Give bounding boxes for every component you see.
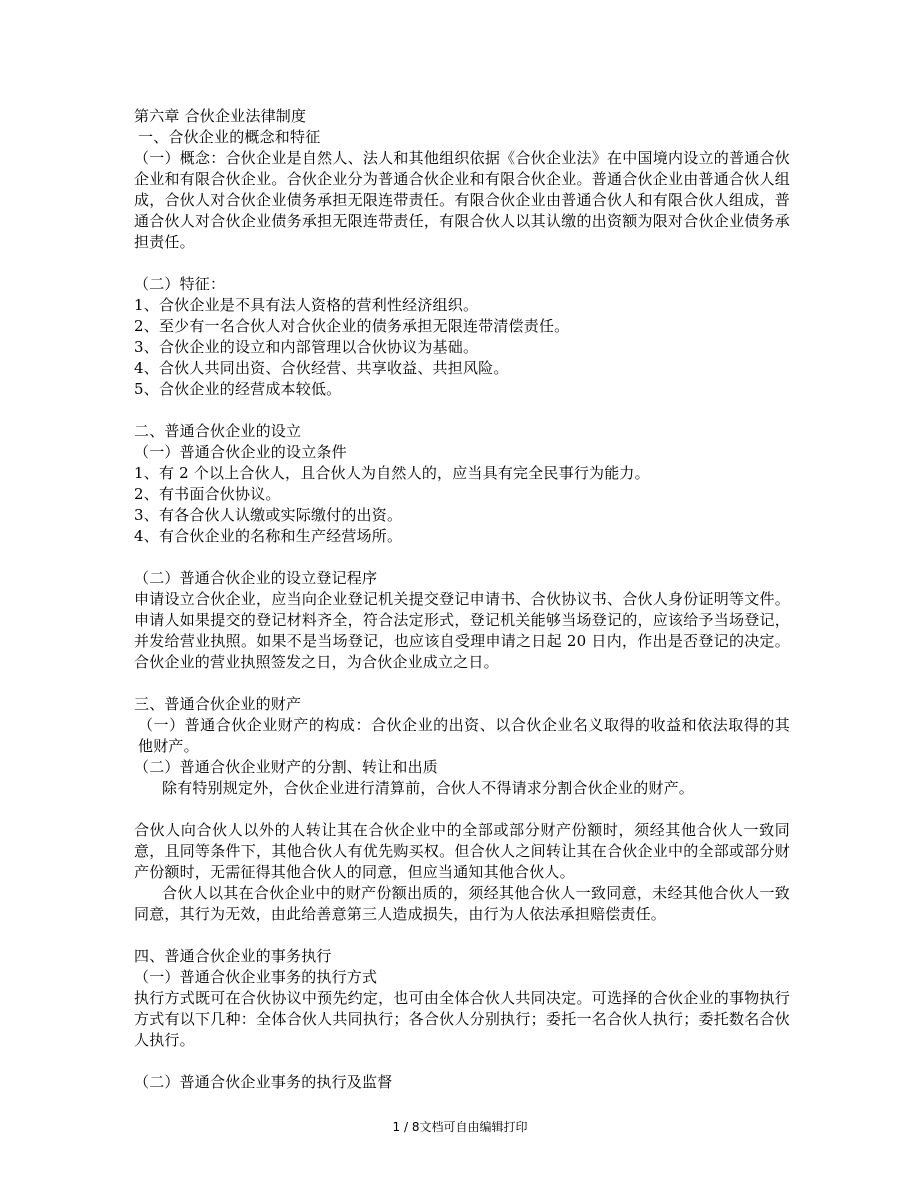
spacer xyxy=(134,547,790,568)
section-3-composition: （一）普通合伙企业财产的构成：合伙企业的出资、以合伙企业名义取得的收益和依法取得的其他财产。 xyxy=(138,716,790,755)
list-item: 4、合伙人共同出资、合伙经营、共享收益、共担风险。 xyxy=(134,359,509,377)
document-page xyxy=(134,106,790,1093)
chapter-title: 第六章 合伙企业法律制度 xyxy=(134,107,307,125)
spacer xyxy=(134,1051,790,1072)
section-3-division-heading: （二）普通合伙企业财产的分割、转让和出质 xyxy=(134,758,439,776)
section-1-heading: 一、合伙企业的概念和特征 xyxy=(138,128,321,146)
list-item: 4、有合伙企业的名称和生产经营场所。 xyxy=(134,527,403,545)
list-item: 1、有 2 个以上合伙人，且合伙人为自然人的，应当具有完全民事行为能力。 xyxy=(134,464,650,482)
section-4-method-text: 执行方式既可在合伙协议中预先约定，也可由全体合伙人共同决定。可选择的合伙企业的事物执行方式有以下几种：全体合伙人共同执行；各合伙人分别执行；委托一名合伙人执行；委托数名合伙人执行。 xyxy=(134,989,790,1049)
section-4-heading: 四、普通合伙企业的事务执行 xyxy=(134,947,332,965)
spacer xyxy=(134,799,790,820)
section-2-conditions-heading: （一）普通合伙企业的设立条件 xyxy=(134,443,347,461)
list-item: 1、合伙企业是不具有法人资格的营利性经济组织。 xyxy=(134,296,479,314)
list-item: 3、有各合伙人认缴或实际缴付的出资。 xyxy=(134,506,403,524)
section-2-registration-text: 申请设立合伙企业，应当向企业登记机关提交登记申请书、合伙协议书、合伙人身份证明等文件。申请人如果提交的登记材料齐全，符合法定形式，登记机关能够当场登记的，应该给予当场登记，并发给营业执照。如果不是当场登记，也应该自受理申请之日起 20 日内，作出是否登记的决定。合伙企业的营业执照签发之日，为合伙企业成立之日。 xyxy=(134,590,790,671)
page-footer: 1 / 8文档可自由编辑打印 xyxy=(392,1120,528,1134)
section-3-division-text: 除有特别规定外，合伙企业进行清算前，合伙人不得请求分割合伙企业的财产。 xyxy=(162,779,695,797)
section-2-registration-heading: （二）普通合伙企业的设立登记程序 xyxy=(134,569,378,587)
list-item: 3、合伙企业的设立和内部管理以合伙协议为基础。 xyxy=(134,338,479,356)
spacer xyxy=(134,400,790,421)
list-item: 2、有书面合伙协议。 xyxy=(134,485,281,503)
section-1-features-heading: （二）特征： xyxy=(134,275,226,293)
section-3-pledge-text: 合伙人以其在合伙企业中的财产份额出质的，须经其他合伙人一致同意，未经其他合伙人一致同意，其行为无效，由此给善意第三人造成损失，由行为人依法承担赔偿责任。 xyxy=(134,884,790,923)
spacer xyxy=(134,673,790,694)
list-item: 5、合伙企业的经营成本较低。 xyxy=(134,380,342,398)
list-item: 2、至少有一名合伙人对合伙企业的债务承担无限连带清偿责任。 xyxy=(134,317,570,335)
section-4-supervision-heading: （二）普通合伙企业事务的执行及监督 xyxy=(134,1073,393,1091)
spacer xyxy=(134,925,790,946)
section-4-method-heading: （一）普通合伙企业事务的执行方式 xyxy=(134,968,378,986)
spacer xyxy=(134,253,790,274)
section-3-heading: 三、普通合伙企业的财产 xyxy=(134,695,302,713)
section-2-heading: 二、普通合伙企业的设立 xyxy=(134,422,302,440)
section-1-concept: （一）概念：合伙企业是自然人、法人和其他组织依据《合伙企业法》在中国境内设立的普通合伙企业和有限合伙企业。合伙企业分为普通合伙企业和有限合伙企业。普通合伙企业由普通合伙人组成，合伙人对合伙企业债务承担无限连带责任。有限合伙企业由普通合伙人和有限合伙人组成，普通合伙人对合伙企业债务承担无限连带责任，有限合伙人以其认缴的出资额为限对合伙企业债务承担责任。 xyxy=(134,149,790,251)
section-3-transfer-text: 合伙人向合伙人以外的人转让其在合伙企业中的全部或部分财产份额时，须经其他合伙人一致同意，且同等条件下，其他合伙人有优先购买权。但合伙人之间转让其在合伙企业中的全部或部分财产份额时，无需征得其他合伙人的同意，但应当通知其他合伙人。 xyxy=(134,821,790,881)
